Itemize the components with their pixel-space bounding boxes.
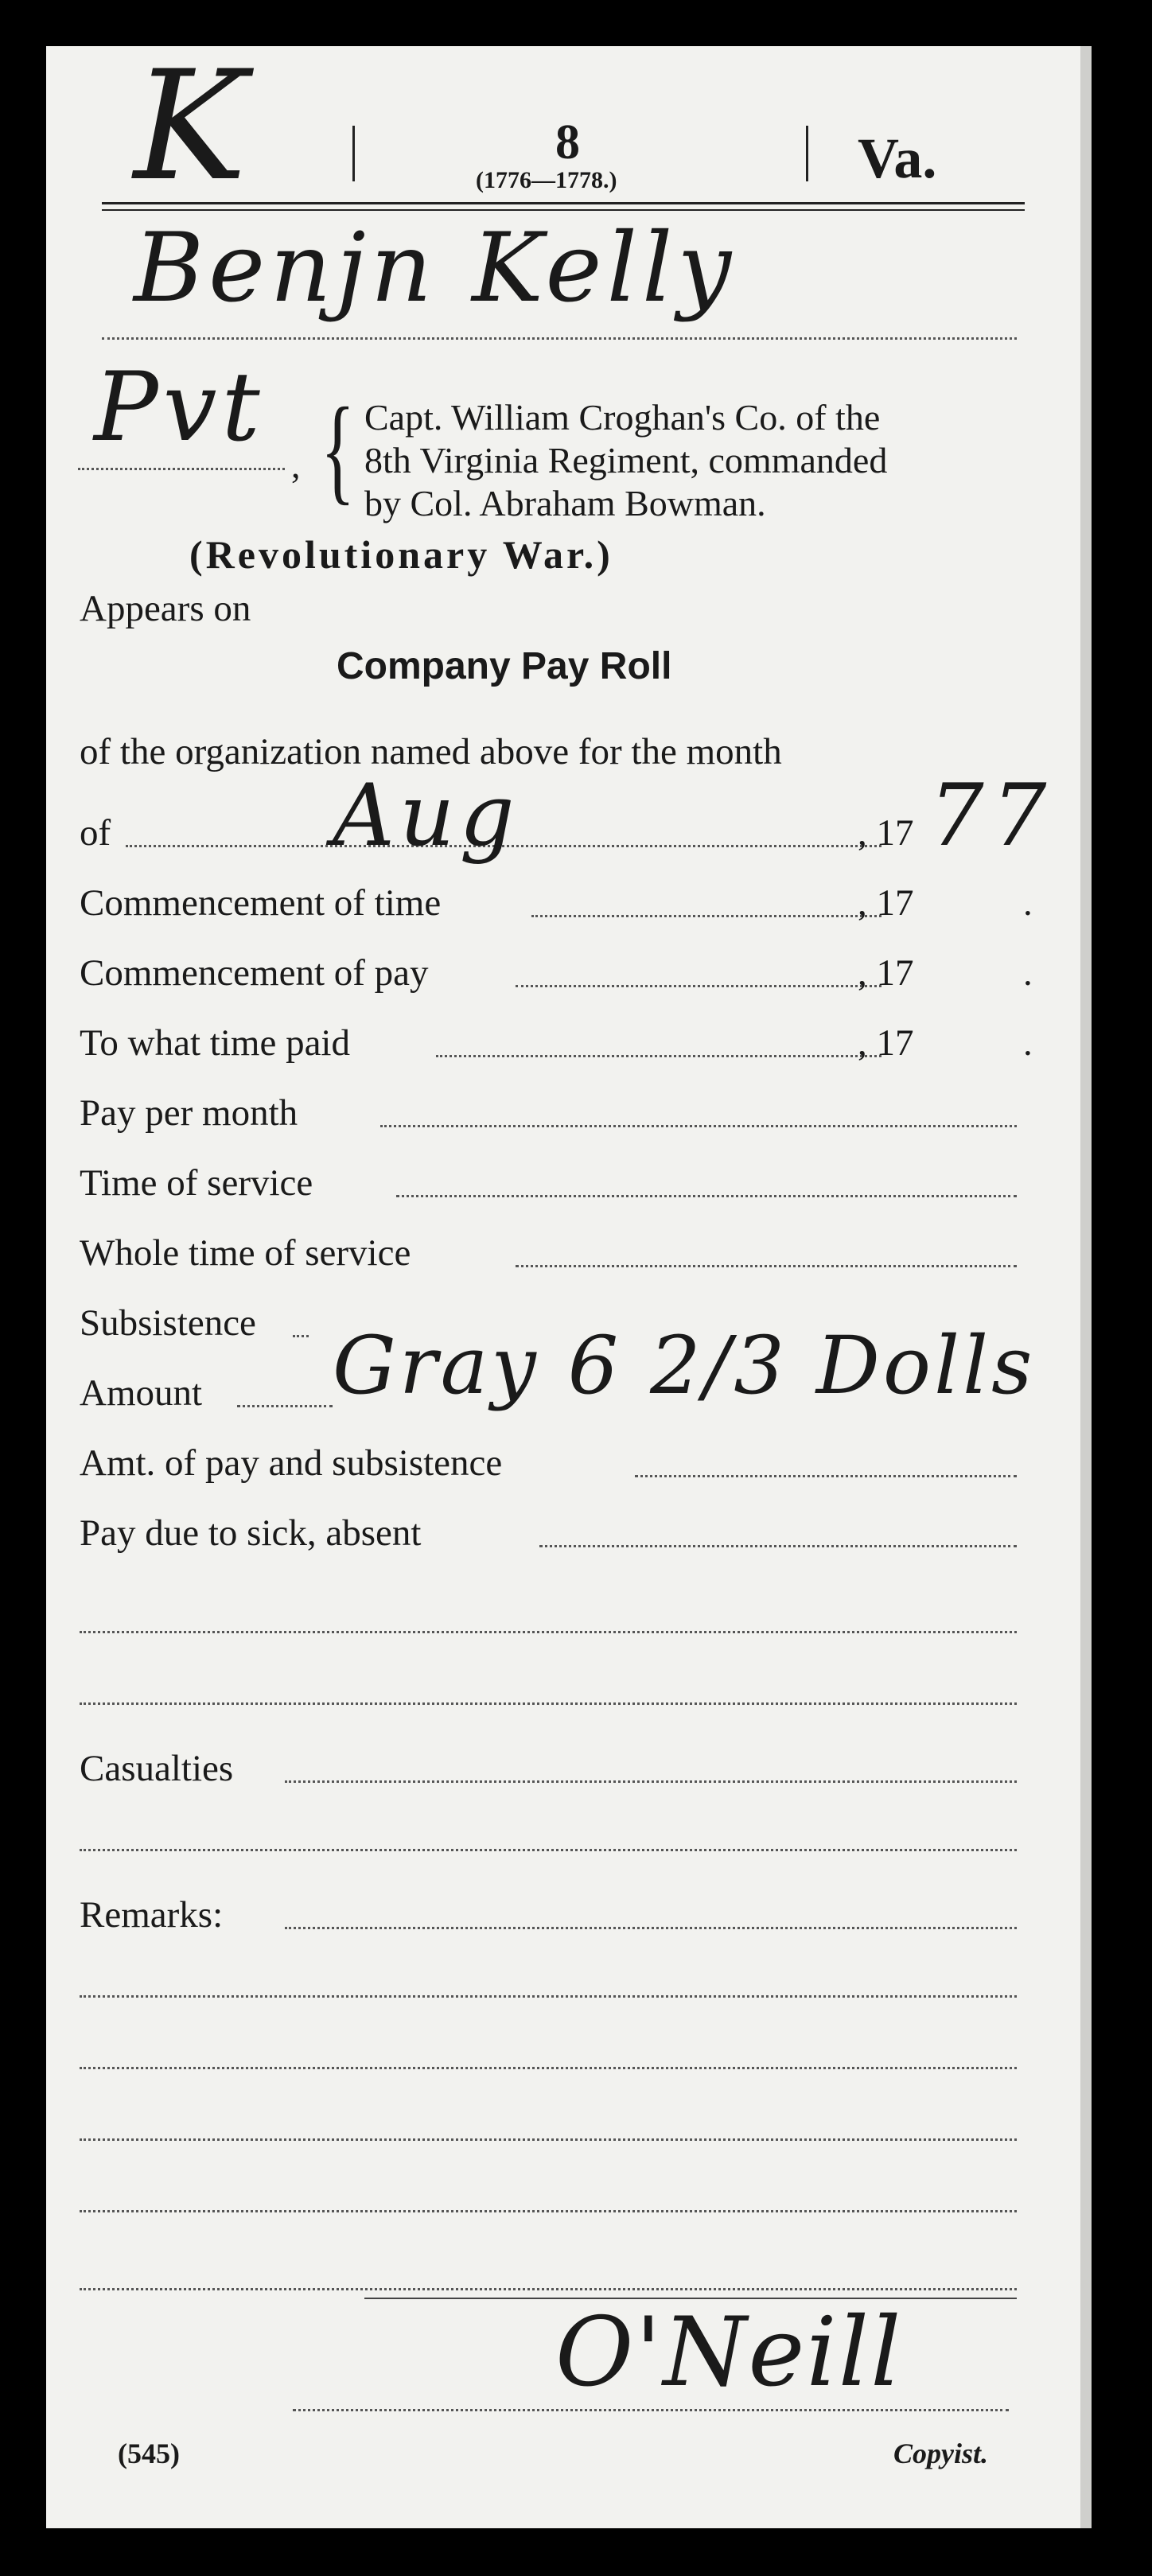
time-of-service-line bbox=[396, 1195, 1017, 1197]
pay-per-month-line bbox=[380, 1125, 1017, 1127]
name-dotted-line bbox=[102, 337, 1017, 340]
subsistence-label: Subsistence bbox=[80, 1302, 256, 1344]
year-value: 77 bbox=[929, 766, 1055, 866]
rank-dotted-line bbox=[78, 468, 285, 470]
soldier-rank: Pvt bbox=[94, 352, 265, 463]
header-rule-2 bbox=[102, 209, 1025, 211]
header-rule-1 bbox=[102, 202, 1025, 204]
commencement-pay-line bbox=[516, 985, 882, 987]
state-abbr: Va. bbox=[858, 126, 937, 190]
unit-line-1: Capt. William Croghan's Co. of the bbox=[364, 397, 881, 438]
unit-line-2: 8th Virginia Regiment, commanded bbox=[364, 440, 888, 481]
paid-to-line bbox=[436, 1055, 882, 1057]
muster-card bbox=[46, 38, 1092, 2528]
header-divider-right bbox=[806, 126, 808, 181]
amount-label: Amount bbox=[80, 1372, 203, 1414]
rank-comma: , bbox=[291, 445, 301, 485]
whole-time-label: Whole time of service bbox=[80, 1232, 411, 1274]
paid-to-dot: . bbox=[1023, 1022, 1033, 1064]
org-sentence: of the organization named above for the month bbox=[80, 731, 782, 772]
amt-pay-subsistence-label: Amt. of pay and subsistence bbox=[80, 1442, 503, 1484]
commencement-time-line bbox=[531, 915, 882, 917]
remarks-line-5 bbox=[80, 2210, 1017, 2212]
paid-to-label: To what time paid bbox=[80, 1022, 350, 1064]
amt-pay-subsistence-line bbox=[635, 1475, 1017, 1477]
remarks-line-4 bbox=[80, 2138, 1017, 2141]
year-range: (1776—1778.) bbox=[476, 167, 617, 193]
remarks-line-3 bbox=[80, 2067, 1017, 2069]
commencement-time-label: Commencement of time bbox=[80, 882, 442, 924]
copyist-signature: O'Neill bbox=[555, 2298, 903, 2408]
casualties-extra-line bbox=[80, 1849, 1017, 1851]
unit-line-3: by Col. Abraham Bowman. bbox=[364, 483, 766, 523]
unit-brace: { bbox=[321, 383, 356, 516]
extra-line-2 bbox=[80, 1702, 1017, 1705]
remarks-line-2 bbox=[80, 1995, 1017, 1998]
pay-due-sick-label: Pay due to sick, absent bbox=[80, 1512, 422, 1554]
whole-time-line bbox=[516, 1265, 1017, 1267]
remarks-line-1 bbox=[285, 1927, 1017, 1929]
commencement-pay-year: , 17 bbox=[858, 952, 914, 994]
form-number: (545) bbox=[118, 2438, 180, 2469]
of-label: of bbox=[80, 812, 111, 854]
pay-due-sick-line bbox=[539, 1545, 1017, 1547]
of-year-prefix: , 17 bbox=[858, 812, 914, 854]
paid-to-year: , 17 bbox=[858, 1022, 914, 1064]
pay-per-month-label: Pay per month bbox=[80, 1092, 298, 1134]
casualties-line bbox=[285, 1780, 1017, 1783]
index-letter: K bbox=[134, 38, 247, 214]
amount-value: Gray 6 2/3 Dolls bbox=[333, 1319, 1036, 1412]
copyist-label: Copyist. bbox=[893, 2438, 989, 2469]
time-of-service-label: Time of service bbox=[80, 1162, 313, 1204]
amount-line bbox=[237, 1405, 333, 1407]
war-label: (Revolutionary War.) bbox=[189, 532, 613, 577]
remarks-label: Remarks: bbox=[80, 1894, 224, 1936]
month-value: Aug bbox=[333, 766, 520, 866]
extra-line-1 bbox=[80, 1631, 1017, 1633]
commencement-time-dot: . bbox=[1023, 882, 1033, 924]
commencement-pay-dot: . bbox=[1023, 952, 1033, 994]
signature-line bbox=[293, 2409, 1009, 2411]
roll-title: Company Pay Roll bbox=[337, 645, 672, 687]
header-divider-left bbox=[352, 126, 355, 181]
card-number: 8 bbox=[555, 115, 580, 169]
remarks-line-6 bbox=[80, 2288, 1017, 2290]
appears-on: Appears on bbox=[80, 588, 251, 629]
soldier-name: Benjn Kelly bbox=[134, 213, 737, 324]
commencement-time-year: , 17 bbox=[858, 882, 914, 924]
casualties-label: Casualties bbox=[80, 1748, 234, 1789]
commencement-pay-label: Commencement of pay bbox=[80, 952, 429, 994]
subsistence-line bbox=[293, 1335, 309, 1337]
